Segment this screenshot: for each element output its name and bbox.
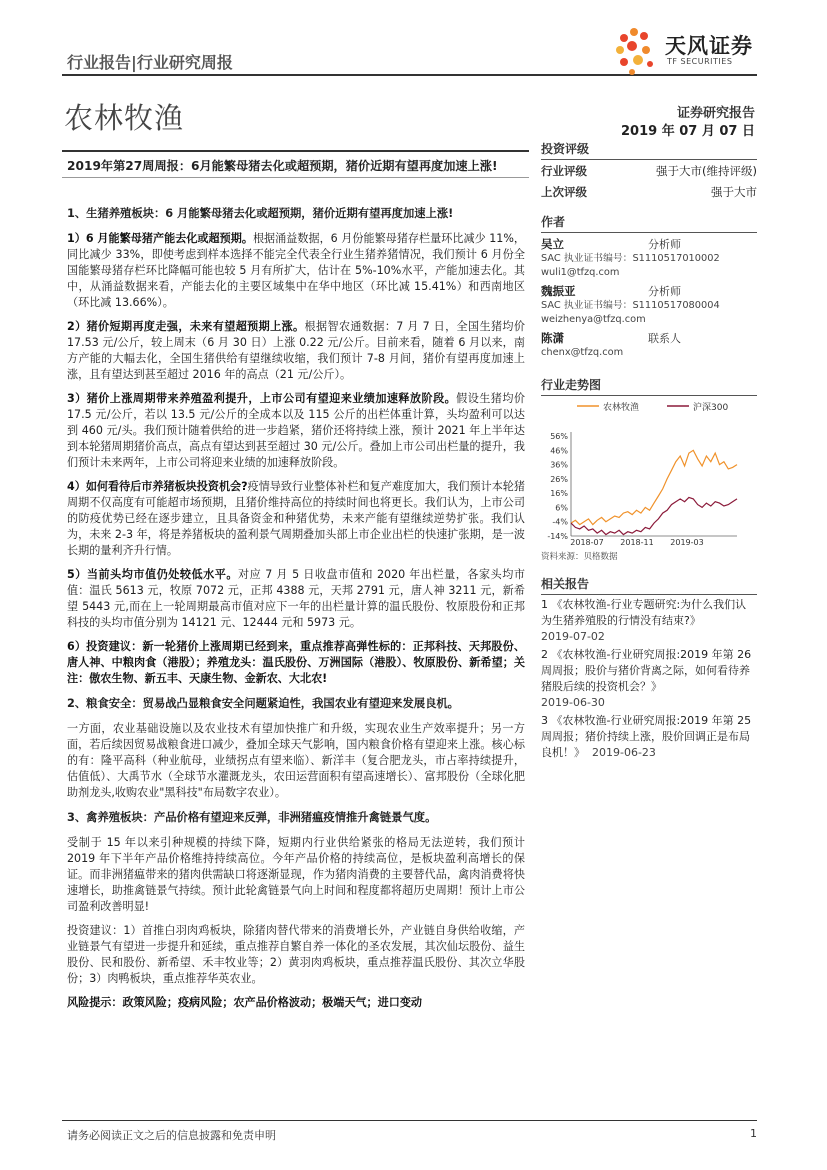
y-tick-label: 6% bbox=[555, 503, 568, 513]
logo-cn: 天风证券 bbox=[665, 34, 753, 58]
trend-chart bbox=[541, 396, 757, 546]
section-2-title: 2、粮食安全：贸易战凸显粮食安全问题紧迫性，我国农业有望迎来发展良机。 bbox=[67, 697, 459, 710]
y-tick-label: 36% bbox=[550, 460, 568, 470]
logo-en: TF SECURITIES bbox=[667, 57, 733, 66]
legend-label: 农林牧渔 bbox=[603, 403, 640, 413]
author-panel bbox=[541, 213, 757, 360]
series-line-1 bbox=[571, 450, 737, 524]
paragraph-1: 1）6 月能繁母猪产能去化或超预期。根据涌益数据，6 月份能繁母猪存栏量环比减少 11%，同比减少 33%，即使考虑到样本选择不能完全代表全行业生猪养猪情况，我们预计 6 月份全国能繁母猪存栏环比降幅可能也较 5 月有所扩大，估计在 5%-10%水平，产能加速去化。其中，从涌益数据来看，产能去化的主要区域集中在华中地区（环比减 15.41%）和西南地区（环比减 13.66%）。 bbox=[67, 232, 525, 309]
related-report[interactable]: 3 《农林牧渔-行业研究周报:2019 年第 25 周周报；猪价持续上涨，股价回调正是布局良机！》 2019-06-23 bbox=[541, 714, 752, 759]
paragraph-9: 投资建议：1）首推白羽肉鸡板块，除猪肉替代带来的消费增长外，产业链自身供给收缩，产业链景气有望进一步提升和延续，重点推荐自繁自养一体化的圣农发展，其次仙坛股份、益生股份、民和股份、新希望、禾丰牧业等；2）黄羽肉鸡板块，重点推荐温氏股份、其次立华股份；3）肉鸭板块，重点推荐华英农业。 bbox=[67, 924, 525, 985]
x-tick-label: 2019-03 bbox=[670, 538, 704, 546]
paragraph-7: 一方面，农业基础设施以及农业技术有望加快推广和升级，实现农业生产效率提升；另一方面，若后续因贸易战粮食进口减少，叠加全球天气影响，国内粮食价格有望迎来上涨。核心标的有：隆平高科（种业航母，业绩拐点有望来临）、新洋丰（复合肥龙头，市占率持续提升，估值低）、大禹节水（全球节水灌溉龙头，农田运营面积有望高速增长）、富邦股份（全球化肥助剂龙头,收购农业"黑科技"布局数字农业）。 bbox=[67, 722, 525, 799]
paragraph-6: 6）投资建议：新一轮猪价上涨周期已经到来，重点推荐高弹性标的：正邦科技、天邦股份、唐人神、中粮肉食（港股）；养殖龙头：温氏股份、万洲国际（港股）、牧原股份、新希望；关注：傲农生物、新五丰、天康生物、金新农、大北农! bbox=[67, 640, 525, 685]
analyst-1: 吴立 分析师 SAC 执业证书编号：S1110517010002 wuli1@tfzq.com bbox=[541, 237, 757, 280]
x-tick-label: 2018-11 bbox=[620, 538, 654, 546]
analyst-email[interactable]: wuli1@tfzq.com bbox=[541, 267, 620, 278]
rating-title: 投资评级 bbox=[541, 140, 757, 160]
chart-source: 资料来源：贝格数据 bbox=[541, 552, 618, 562]
analyst-email[interactable]: chenx@tfzq.com bbox=[541, 347, 624, 358]
y-tick-label: -14% bbox=[547, 532, 568, 541]
related-title: 相关报告 bbox=[541, 575, 757, 595]
paragraph-3: 3）猪价上涨周期带来养殖盈利提升，上市公司有望迎来业绩加速释放阶段。假设生猪均价 17.5 元/公斤，若以 13.5 元/公斤的全成本以及 115 公斤的出栏体重计算，头均盈利可以达到 460 元/头。我们预计随着供给的进一步趋紧，猪价还将持续上涨，预计 2021 年上半年达到本轮猪周期猪价高点，高点有望达到甚至超过 30 元/公斤。叠加上市公司出栏量的提升，我们预计未来两年，上市公司将迎来业绩的加速释放阶段。 bbox=[67, 392, 525, 469]
main-body bbox=[67, 205, 525, 1019]
legend-label: 沪深300 bbox=[693, 403, 729, 413]
doc-type: 行业报告|行业研究周报 bbox=[67, 53, 233, 72]
paragraph-4: 4）如何看待后市养猪板块投资机会?疫情导致行业整体补栏和复产难度加大，我们预计本轮猪周期不仅高度有可能超市场预期，且猪价维持高位的持续时间也将更长。我们认为，上市公司的防疫优势已经在逐步建立，且具备资金和种猪优势，未来产能有望继续逆势扩张。我们认为，未来 2-3 年，将是养猪板块的盈利景气周期叠加头部上市企业出栏的快速扩张期，是一波长期的量利齐升行情。 bbox=[67, 480, 525, 557]
risk-note: 风险提示：政策风险；疫病风险；农产品价格波动；极端天气；进口变动 bbox=[67, 996, 423, 1009]
paragraph-2: 2）猪价短期再度走强，未来有望超预期上涨。根据智农通数据：7 月 7 日，全国生猪均价 17.53 元/公斤，较上周末（6 月 30 日）上涨 0.22 元/公斤。目前来看，随着 6 月以来，南方产能的大幅去化，全国生猪供给有望继续收缩，我们预计 7-8 月间，猪价有望再度加速上涨，且有望达到甚至超过 2016 年的高点（21 元/公斤）。 bbox=[67, 320, 525, 381]
y-tick-label: 16% bbox=[550, 489, 568, 499]
paragraph-8: 受制于 15 年以来引种规模的持续下降，短期内行业供给紧张的格局无法逆转，我们预计 2019 年下半年产品价格维持持续高位。今年产品价格的持续高位，是板块盈利高增长的保证。而非洲猪瘟带来的猪肉供需缺口将逐渐显现，作为猪肉消费的主要替代品，禽肉消费将快速增长，助推禽链景气持续。预计此轮禽链景气向上时间和程度都将超历史周期！预计上市公司盈利改善明显! bbox=[67, 836, 525, 913]
y-tick-label: 26% bbox=[550, 474, 568, 484]
report-date: 2019 年 07 月 07 日 bbox=[621, 124, 755, 139]
rating-row: 行业评级 强于大市(维持评级) bbox=[541, 164, 757, 178]
author-title: 作者 bbox=[541, 213, 757, 233]
analyst-email[interactable]: weizhenya@tfzq.com bbox=[541, 314, 646, 325]
page-number: 1 bbox=[750, 1127, 757, 1140]
section-1-title: 1、生猪养殖板块：6 月能繁母猪去化或超预期，猪价近期有望再度加速上涨! bbox=[67, 207, 454, 220]
footer-disclaimer: 请务必阅读正文之后的信息披露和免责申明 bbox=[67, 1129, 276, 1142]
related-panel bbox=[541, 575, 757, 761]
report-headline: 2019年第27周周报：6月能繁母猪去化或超预期，猪价近期有望再度加速上涨! bbox=[67, 159, 498, 173]
y-tick-label: 56% bbox=[550, 432, 568, 441]
sector-title: 农林牧渔 bbox=[64, 101, 185, 135]
trend-title: 行业走势图 bbox=[541, 376, 757, 396]
analyst-3: 陈潇 联系人 chenx@tfzq.com bbox=[541, 331, 757, 360]
y-tick-label: 46% bbox=[550, 446, 568, 456]
section-3-title: 3、禽养殖板块：产品价格有望迎来反弹，非洲猪瘟疫情推升禽链景气度。 bbox=[67, 811, 437, 824]
prev-rating-row: 上次评级 强于大市 bbox=[541, 185, 757, 199]
paragraph-5: 5）当前头均市值仍处较低水平。对应 7 月 5 日收盘市值和 2020 年出栏量，各家头均市值：温氏 5613 元，牧原 7072 元，正邦 4388 元，天邦 2791 元，唐人神 3211 元，新希望 5443 元,而在上一轮周期最高市值对应下一年的出栏量计算的温氏股份、牧原股份和正邦科技的头均市值分别为 14121 元、12444 元和 5973 元。 bbox=[67, 568, 525, 629]
footer-divider bbox=[62, 1120, 757, 1121]
y-tick-label: -4% bbox=[552, 517, 568, 527]
rating-panel bbox=[541, 140, 757, 202]
related-report[interactable]: 1 《农林牧渔-行业专题研究:为什么我们认为生猪养殖股的行情没有结束?》 2019-07-02 bbox=[541, 598, 747, 643]
trend-panel bbox=[541, 376, 757, 562]
related-report[interactable]: 2 《农林牧渔-行业研究周报:2019 年第 26 周周报；股价与猪价背离之际，如何看待养猪股后续的投资机会？》 2019-06-30 bbox=[541, 648, 752, 709]
report-type: 证券研究报告 bbox=[676, 106, 755, 121]
analyst-2: 魏振亚 分析师 SAC 执业证书编号：S1110517080004 weizhenya@tfzq.com bbox=[541, 284, 757, 327]
x-tick-label: 2018-07 bbox=[570, 538, 604, 546]
